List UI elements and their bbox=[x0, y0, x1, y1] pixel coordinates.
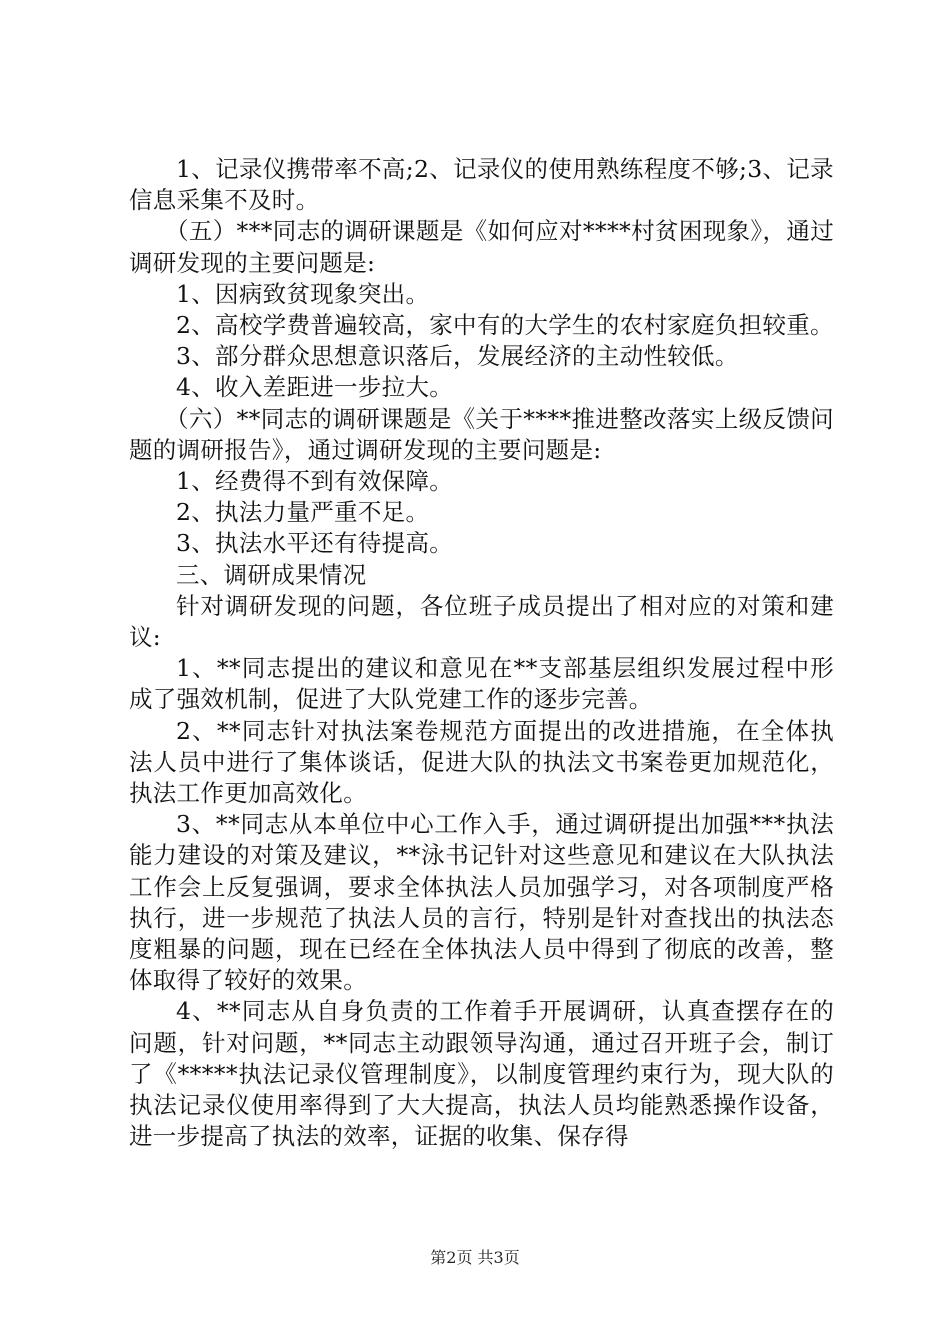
paragraph-poverty-4: 4、收入差距进一步拉大。 bbox=[176, 373, 454, 402]
paragraph-enforcement-3: 3、执法水平还有待提高。 bbox=[176, 529, 454, 558]
paragraph-poverty-3: 3、部分群众思想意识落后，发展经济的主动性较低。 bbox=[176, 342, 739, 371]
paragraph-result-1: 1、**同志提出的建议和意见在**支部基层组织发展过程中形成了强效机制，促进了大队党建工作的逐步完善。 bbox=[129, 654, 834, 714]
body-text bbox=[129, 154, 834, 1153]
paragraph-poverty-2: 2、高校学费普遍较高，家中有的大学生的农村家庭负担较重。 bbox=[176, 311, 834, 340]
page-number-footer: 第2页 共3页 bbox=[430, 1248, 520, 1267]
paragraph-enforcement-1: 1、经费得不到有效保障。 bbox=[176, 467, 454, 496]
paragraph-result-2: 2、**同志针对执法案卷规范方面提出的改进措施，在全体执法人员中进行了集体谈话，促进大队的执法文书案卷更加规范化，执法工作更加高效化。 bbox=[129, 716, 834, 808]
paragraph-poverty-1: 1、因病致贫现象突出。 bbox=[176, 279, 430, 308]
paragraph-recorder-issues: 1、记录仪携带率不高;2、记录仪的使用熟练程度不够;3、记录信息采集不及时。 bbox=[129, 155, 834, 215]
paragraph-enforcement-2: 2、执法力量严重不足。 bbox=[176, 498, 430, 527]
paragraph-topic-six: （六）**同志的调研课题是《关于****推进整改落实上级反馈问题的调研报告》，通过调研发现的主要问题是: bbox=[129, 404, 834, 464]
paragraph-result-4: 4、**同志从自身负责的工作着手开展调研，认真查摆存在的问题，针对问题，**同志主动跟领导沟通，通过召开班子会，制订了《*****执法记录仪管理制度》，以制度管理约束行为，现大队的执法记录仪使用率得到了大大提高，执法人员均能熟悉操作设备，进一步提高了执法的效率，证据的收集、保存得 bbox=[129, 997, 834, 1151]
paragraph-results-intro: 针对调研发现的问题，各位班子成员提出了相对应的对策和建议: bbox=[129, 591, 834, 652]
section-heading-results: 三、调研成果情况 bbox=[176, 560, 367, 589]
paragraph-topic-five: （五）***同志的调研课题是《如何应对****村贫困现象》，通过调研发现的主要问题是: bbox=[129, 217, 834, 277]
paragraph-result-3: 3、**同志从本单位中心工作入手，通过调研提出加强***执法能力建设的对策及建议，**泳书记针对这些意见和建议在大队执法工作会上反复强调，要求全体执法人员加强学习，对各项制度严格执行，进一步规范了执法人员的言行，特别是针对查找出的执法态度粗暴的问题，现在已经在全体执法人员中得到了彻底的改善，整体取得了较好的效果。 bbox=[129, 810, 834, 995]
